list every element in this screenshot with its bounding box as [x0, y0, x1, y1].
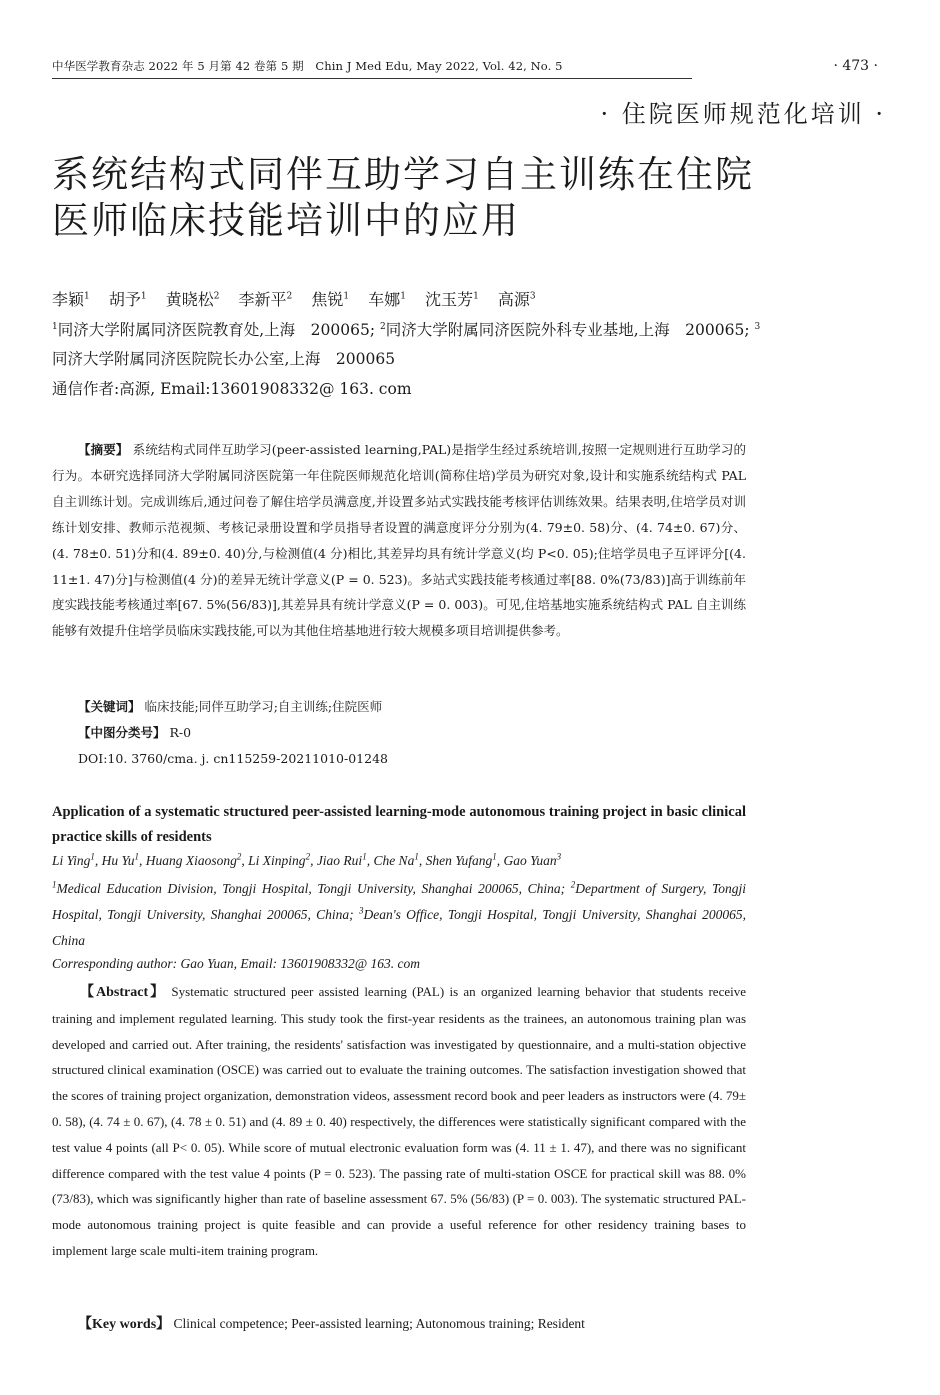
author: Shen Yufang$^1$, — [425, 851, 504, 868]
keywords-text-cn: 临床技能;同伴互助学习;自主训练;住院医师 — [144, 699, 383, 714]
author: Li Ying$^1$, — [52, 851, 102, 868]
abstract-en — [52, 979, 746, 1264]
author: 高源$^3$ — [497, 290, 536, 309]
affiliation: 同济大学附属同济医院外科专业基地,上海 200065; — [385, 321, 750, 339]
author: Li Xinping$^2$, — [248, 851, 317, 868]
abstract-text-cn: 系统结构式同伴互助学习(peer-assisted learning,PAL)是指学生经过系统培训,按照一定规则进行互助学习的行为。本研究选择同济大学附属同济医院第一年住院医师规范化培训(简称住培)学员为研究对象,设计和实施系统结构式 PAL 自主训练计划。完成训练后,通过问卷了解住培学员满意度,并设置多站式实践技能考核评估训练效果。结果表明,住培学员对训练计划安排、教师示范视频、考核记录册设置和学员指导者设置的满意度评分分别为(4. 79±0. 58)分、(4. 74±0. 67)分、(4. 78±0. 51)分和(4. 89±0. 40)分,与检测值(4 分)相比,其差异均具有统计学意义(均 P<0. 05);住培学员电子互评评分[(4. 11±1. 47)分]与检测值(4 分)的差异无统计学意义(P = 0. 523)。多站式实践技能考核通过率[88. 0%(73/83)]高于训练前年度实践技能考核通过率[67. 5%(56/83)],其差异具有统计学意义(P = 0. 003)。可见,住培基地实施系统结构式 PAL 自主训练能够有效提升住培学员临床实践技能,可以为其他住培基地进行较大规模多项目培训提供参考。 — [52, 442, 746, 639]
author: Che Na$^1$, — [373, 851, 426, 868]
author: Hu Yu$^1$, — [101, 851, 146, 868]
clc-label: 【中图分类号】 — [78, 725, 166, 740]
author: 黄晓松$^2$ — [165, 290, 220, 309]
affiliations-en: $^1$Medical Education Division, Tongji Hospital, Tongji University, Shanghai 200065, China; $^2$Department of Surgery, Tongji Hospital, Tongji University, Shanghai 200065, China; $^3$Dean's Office, Tongji Hospital, Tongji University, Shanghai 200065, China — [52, 879, 746, 949]
clc-value: R-0 — [169, 725, 192, 740]
affiliation: 同济大学附属同济医院院长办公室,上海 200065 — [52, 350, 396, 368]
keywords-label-en: 【Key words】 — [78, 1317, 171, 1332]
keywords-text-en: Clinical competence; Peer-assisted learning; Autonomous training; Resident — [173, 1316, 585, 1331]
column-heading: · 住院医师规范化培训 · — [600, 100, 886, 128]
author: Gao Yuan$^3$ — [503, 851, 562, 868]
journal-header: 中华医学教育杂志 2022 年 5 月第 42 卷第 5 期 Chin J Med Edu, May 2022, Vol. 42, No. 5 — [52, 58, 692, 79]
author: 焦锐$^1$ — [311, 290, 350, 309]
doi: DOI:10. 3760/cma. j. cn115259-20211010-01248 — [78, 751, 388, 766]
author-list-cn — [52, 290, 752, 310]
page-number: · 473 · — [833, 58, 878, 74]
affiliation: 同济大学附属同济医院教育处,上海 200065; — [57, 321, 376, 339]
article-title-cn — [52, 152, 772, 244]
author: 李新平$^2$ — [238, 290, 293, 309]
author: Jiao Rui$^1$, — [316, 851, 374, 868]
title-line-2: 医师临床技能培训中的应用 — [52, 199, 520, 242]
author: 胡予$^1$ — [108, 290, 147, 309]
clc-number — [78, 723, 191, 743]
affiliation: Dean's Office, Tongji Hospital, Tongji University, Shanghai 200065, China — [52, 907, 746, 949]
affiliation: Medical Education Division, Tongji Hospital, Tongji University, Shanghai 200065, China; — [56, 881, 566, 896]
author: 车娜$^1$ — [368, 290, 406, 309]
corresponding-author-cn: 通信作者:高源, Email:13601908332@ 163. com — [52, 380, 412, 398]
abstract-label-cn: 【摘要】 — [78, 442, 129, 457]
keywords-label-cn: 【关键词】 — [78, 699, 141, 714]
corresponding-author-en: Corresponding author: Gao Yuan, Email: 13601908332@ 163. com — [52, 956, 421, 971]
author-list-en — [52, 851, 746, 871]
abstract-cn — [52, 437, 746, 644]
author: Huang Xiaosong$^2$, — [145, 851, 249, 868]
article-title-en: Application of a systematic structured peer-assisted learning-mode autonomous training project in basic clinical practice skills of residents — [52, 804, 746, 845]
abstract-label-en: 【Abstract】 — [80, 985, 167, 1000]
keywords-en — [78, 1314, 585, 1335]
title-line-1: 系统结构式同伴互助学习自主训练在住院 — [52, 153, 754, 196]
affiliation: Department of Surgery, Tongji Hospital, Tongji University, Shanghai 200065, China; — [52, 881, 746, 923]
affiliations-cn: $^1$同济大学附属同济医院教育处,上海 200065; $^2$同济大学附属同济医院外科专业基地,上海 200065; $^3$同济大学附属同济医院院长办公室,上海 200065 — [52, 321, 761, 368]
keywords-cn — [78, 697, 382, 717]
author: 李颖$^1$ — [52, 290, 90, 309]
abstract-text-en: Systematic structured peer assisted learning (PAL) is an organized learning behavior that students receive training and implement regulated learning. This study took the first-year residents as the trainees, an autonomous training plan was developed and carried out. After training, the residents' satisfaction was investigated by questionnaire, and a multi-station objective structured clinical examination (OSCE) was carried out to evaluate the training outcomes. The satisfaction investigation showed that the scores of training project organization, demonstration videos, assessment record book and peer leaders as instructors were (4. 79± 0. 58), (4. 74 ± 0. 67), (4. 78 ± 0. 51) and (4. 89 ± 0. 40) respectively, the differences were statistically significant compared with the test value 4 points (all P< 0. 05). While score of mutual electronic evaluation form was (4. 11 ± 1. 47), and there was no significant difference compared with the test value 4 points (P = 0. 523). The passing rate of multi-station OSCE for practical skill was 88. 0% (73/83), which was significantly higher than rate of baseline assessment 67. 5% (56/83) (P = 0. 003). The systematic structured PAL-mode autonomous training project is quite feasible and can provide a useful reference for other residency training bases to implement large scale multi-item training program. — [52, 984, 746, 1258]
author: 沈玉芳$^1$ — [425, 290, 479, 309]
